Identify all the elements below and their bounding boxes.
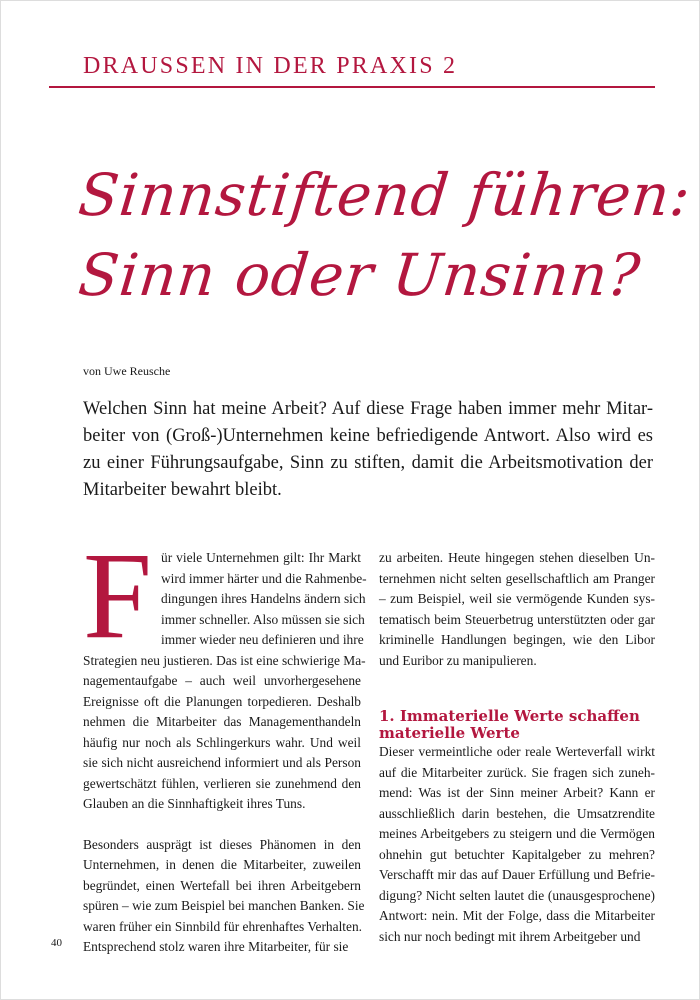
text-line: digung? Nicht selten lautet die (unausgesprochene) <box>379 887 655 903</box>
text-line: Dieser vermeintliche oder reale Werteverfall wirkt <box>379 744 655 759</box>
text-line: Verschafft mir das auf Dauer Erfüllung und Befrie- <box>379 867 655 882</box>
text-line: auf die Mitarbeiter zurück. Sie fragen sich zuneh- <box>379 764 655 780</box>
text-line: tematisch beim Steuerbetrug unterstützten oder gar <box>379 611 655 627</box>
text-line: beiter von (Groß-)Unternehmen keine befriedigende Antwort. Also wird es <box>83 426 653 446</box>
text-line: Antwort: nein. Mit der Folge, dass die Mitarbeiter <box>379 908 655 923</box>
text-line: Strategien neu justieren. Das ist eine schwierige Ma- <box>83 652 366 668</box>
text-line: ür viele Unternehmen gilt: Ihr Markt <box>161 550 361 565</box>
author-byline: von Uwe Reusche <box>83 364 171 378</box>
text-line: häufig nur noch als Schlingerkurs wahr. Und weil <box>83 734 361 750</box>
title-line-1: Sinnstiftend führen: <box>75 161 695 229</box>
text-line: Ereignisse oft die Planungen torpedieren. Deshalb <box>83 693 361 709</box>
text-line: ausschließlich darin bestehen, die Umsatzrendite <box>379 805 655 821</box>
text-line: – zum Beispiel, weil sie vermögende Kunden sys- <box>379 591 655 606</box>
text-line: spüren – wie zum Beispiel bei manchen Banken. Sie <box>83 898 365 913</box>
text-line: Glauben an die Sinnhaftigkeit ihres Tuns. <box>83 796 306 811</box>
right-column <box>379 548 655 947</box>
text-line: Unternehmen, in denen die Mitarbeiter, zuweilen <box>83 857 361 872</box>
section-heading <box>379 708 655 742</box>
text-line: wird immer härter und die Rahmenbe- <box>161 570 367 586</box>
text-line: begründet, einen Wertefall bei ihren Arbeitgebern <box>83 877 361 893</box>
text-line: Mitarbeiter bewahrt bleibt. <box>83 480 282 500</box>
text-line: Besonders ausprägt ist dieses Phänomen in den <box>83 836 361 852</box>
paragraph <box>83 835 365 958</box>
text-line: sich nur noch bedingt mit ihrem Arbeitgeber und <box>379 928 641 944</box>
text-line: immer wieder neu definieren und ihre <box>161 632 364 647</box>
paragraph <box>83 548 367 815</box>
text-line: gewertschätzt fühlen, verlieren sie zunehmend den <box>83 775 361 791</box>
text-line: immer schneller. Also müssen sie sich <box>161 611 365 627</box>
header-rule <box>49 86 655 88</box>
text-line: sie sich nicht ausreichend informiert und als Person <box>83 755 361 770</box>
text-line: und Euribor zu manipulieren. <box>379 652 537 668</box>
text-line: ohnehin gut betuchter Kapitalgeber zu mehren? <box>379 846 655 862</box>
heading-line: 1. Immaterielle Werte schaffen <box>379 707 640 725</box>
text-line: meines Arbeitgebers zu steigern und die Vermögen <box>379 826 655 841</box>
text-line: dingungen ihres Handelns ändern sich <box>161 591 366 606</box>
heading-line: materielle Werte <box>379 724 520 742</box>
text-line: kriminelle Handlungen begingen, wie den Libor <box>379 632 655 647</box>
section-header: DRAUSSEN IN DER PRAXIS 2 <box>83 53 458 79</box>
text-line: Welchen Sinn hat meine Arbeit? Auf diese Frage haben immer mehr Mitar- <box>83 399 653 419</box>
text-line: zu einer Führungsaufgabe, Sinn zu stiften, damit die Arbeitsmotivation der <box>83 453 653 473</box>
page-number: 40 <box>51 937 62 949</box>
text-line: waren früher ein Sinnbild für ehrenhaftes Verhalten. <box>83 918 362 934</box>
text-line: Entsprechend stolz waren ihre Mitarbeiter, für sie <box>83 939 349 954</box>
drop-cap: F <box>83 527 152 664</box>
paragraph <box>379 742 655 947</box>
text-line: ternehmen nicht selten gesellschaftlich am Pranger <box>379 570 655 586</box>
left-column <box>83 548 367 958</box>
paragraph <box>379 548 655 671</box>
text-line: nehmen die Mitarbeiter das Managementhandeln <box>83 714 361 729</box>
text-line: zu arbeiten. Heute hingegen stehen dieselben Un- <box>379 550 655 565</box>
title-line-2: Sinn oder Unsinn? <box>75 241 644 309</box>
text-line: mend: Was ist der Sinn meiner Arbeit? Kann er <box>379 785 655 800</box>
intro-paragraph <box>83 396 653 504</box>
text-line: nagementaufgabe – auch weil unvorhergesehene <box>83 673 361 688</box>
